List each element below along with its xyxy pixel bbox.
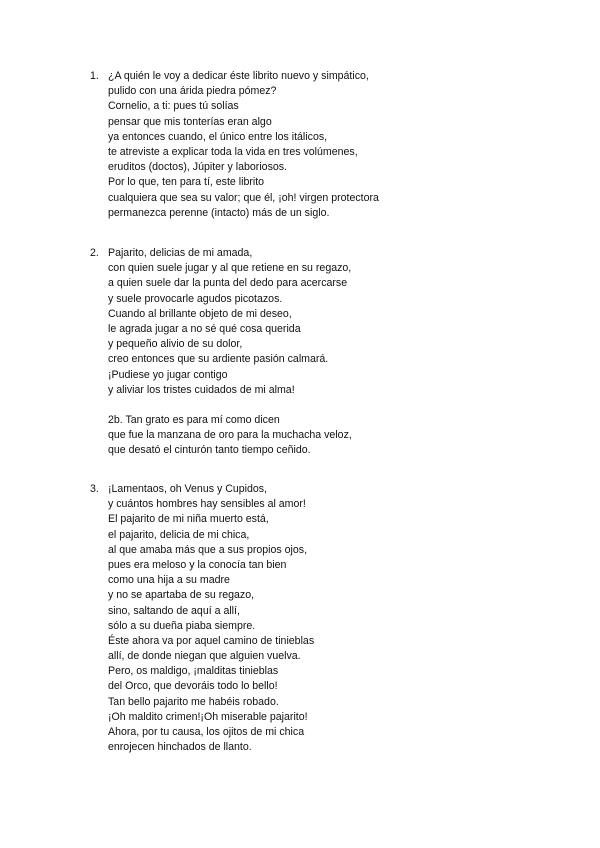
poem-addendum-line: que desató el cinturón tanto tiempo ceñido. xyxy=(108,444,311,457)
poem-line: ¿A quién le voy a dedicar éste librito nuevo y simpático, xyxy=(108,70,369,82)
poem-line: Por lo que, ten para tí, este librito xyxy=(108,176,265,189)
poem-line: ¡Oh maldito crimen!¡Oh miserable pajarito! xyxy=(108,710,308,723)
poem-line: Tan bello pajarito me habéis robado. xyxy=(108,695,279,708)
poem-number: 1. xyxy=(90,70,99,82)
poem-line: con quien suele jugar y al que retiene en su regazo, xyxy=(108,262,352,275)
poem-line: allí, de donde niegan que alguien vuelva. xyxy=(108,650,301,663)
poem-lines xyxy=(108,482,314,755)
poem-line: El pajarito de mi niña muerto está, xyxy=(108,513,269,526)
poem-line: Ahora, por tu causa, los ojitos de mi chica xyxy=(108,726,305,738)
poem-lines xyxy=(108,69,379,221)
poem-line: al que amaba más que a sus propios ojos, xyxy=(108,543,308,556)
poem-line: Cuando al brillante objeto de mi deseo, xyxy=(108,307,292,320)
poem-number: 3. xyxy=(90,483,99,495)
poem-line: sino, saltando de aquí a allí, xyxy=(108,604,240,617)
poem-line: y no se apartaba de su regazo, xyxy=(108,589,255,602)
poem-line: ya entonces cuando, el único entre los itálicos, xyxy=(108,130,328,143)
stanza-gap xyxy=(108,398,352,413)
poem-line: Éste ahora va por aquel camino de tinieblas xyxy=(108,634,315,647)
poem-addendum-line: que fue la manzana de oro para la muchacha veloz, xyxy=(108,429,352,442)
poem-line: pues era meloso y la conocía tan bien xyxy=(108,558,287,571)
poem-line: enrojecen hinchados de llanto. xyxy=(108,741,252,754)
poem-line: Pajarito, delicias de mi amada, xyxy=(108,247,253,259)
poem-line: Pero, os maldigo, ¡malditas tinieblas xyxy=(108,665,279,678)
poem-line: y suele provocarle agudos picotazos. xyxy=(108,292,283,305)
poem-line: creo entonces que su ardiente pasión calmará. xyxy=(108,353,329,366)
poem-line: cualquiera que sea su valor; que él, ¡oh! virgen protectora xyxy=(108,191,379,204)
poem-line: pensar que mis tonterías eran algo xyxy=(108,115,272,128)
poem-line: y aliviar los tristes cuidados de mi alma! xyxy=(108,383,295,396)
poem-line: le agrada jugar a no sé qué cosa querida xyxy=(108,322,301,335)
poem-line: del Orco, que devoráis todo lo bello! xyxy=(108,680,278,693)
poem-line: ¡Pudiese yo jugar contigo xyxy=(108,368,228,381)
poem-line: Cornelio, a ti: pues tú solías xyxy=(108,100,239,113)
poem-lines xyxy=(108,246,352,459)
poem-line: permanezca perenne (intacto) más de un siglo. xyxy=(108,206,330,219)
poem-addendum-line: 2b. Tan grato es para mí como dicen xyxy=(108,414,280,427)
poem-line: sólo a su dueña piaba siempre. xyxy=(108,619,256,632)
poem-number: 2. xyxy=(90,247,99,259)
poem-line: a quien suele dar la punta del dedo para acercarse xyxy=(108,277,348,290)
poem-line: pulido con una árida piedra pómez? xyxy=(108,85,277,98)
poem-line: y pequeño alivio de su dolor, xyxy=(108,338,243,351)
poem-line: y cuántos hombres hay sensibles al amor! xyxy=(108,498,306,511)
poem-line: como una hija a su madre xyxy=(108,574,230,587)
poem-line: ¡Lamentaos, oh Venus y Cupidos, xyxy=(108,483,268,495)
poem-line: te atreviste a explicar toda la vida en tres volúmenes, xyxy=(108,145,358,158)
poem-line: eruditos (doctos), Júpiter y laboriosos. xyxy=(108,161,287,174)
poem-line: el pajarito, delicia de mi chica, xyxy=(108,528,250,541)
